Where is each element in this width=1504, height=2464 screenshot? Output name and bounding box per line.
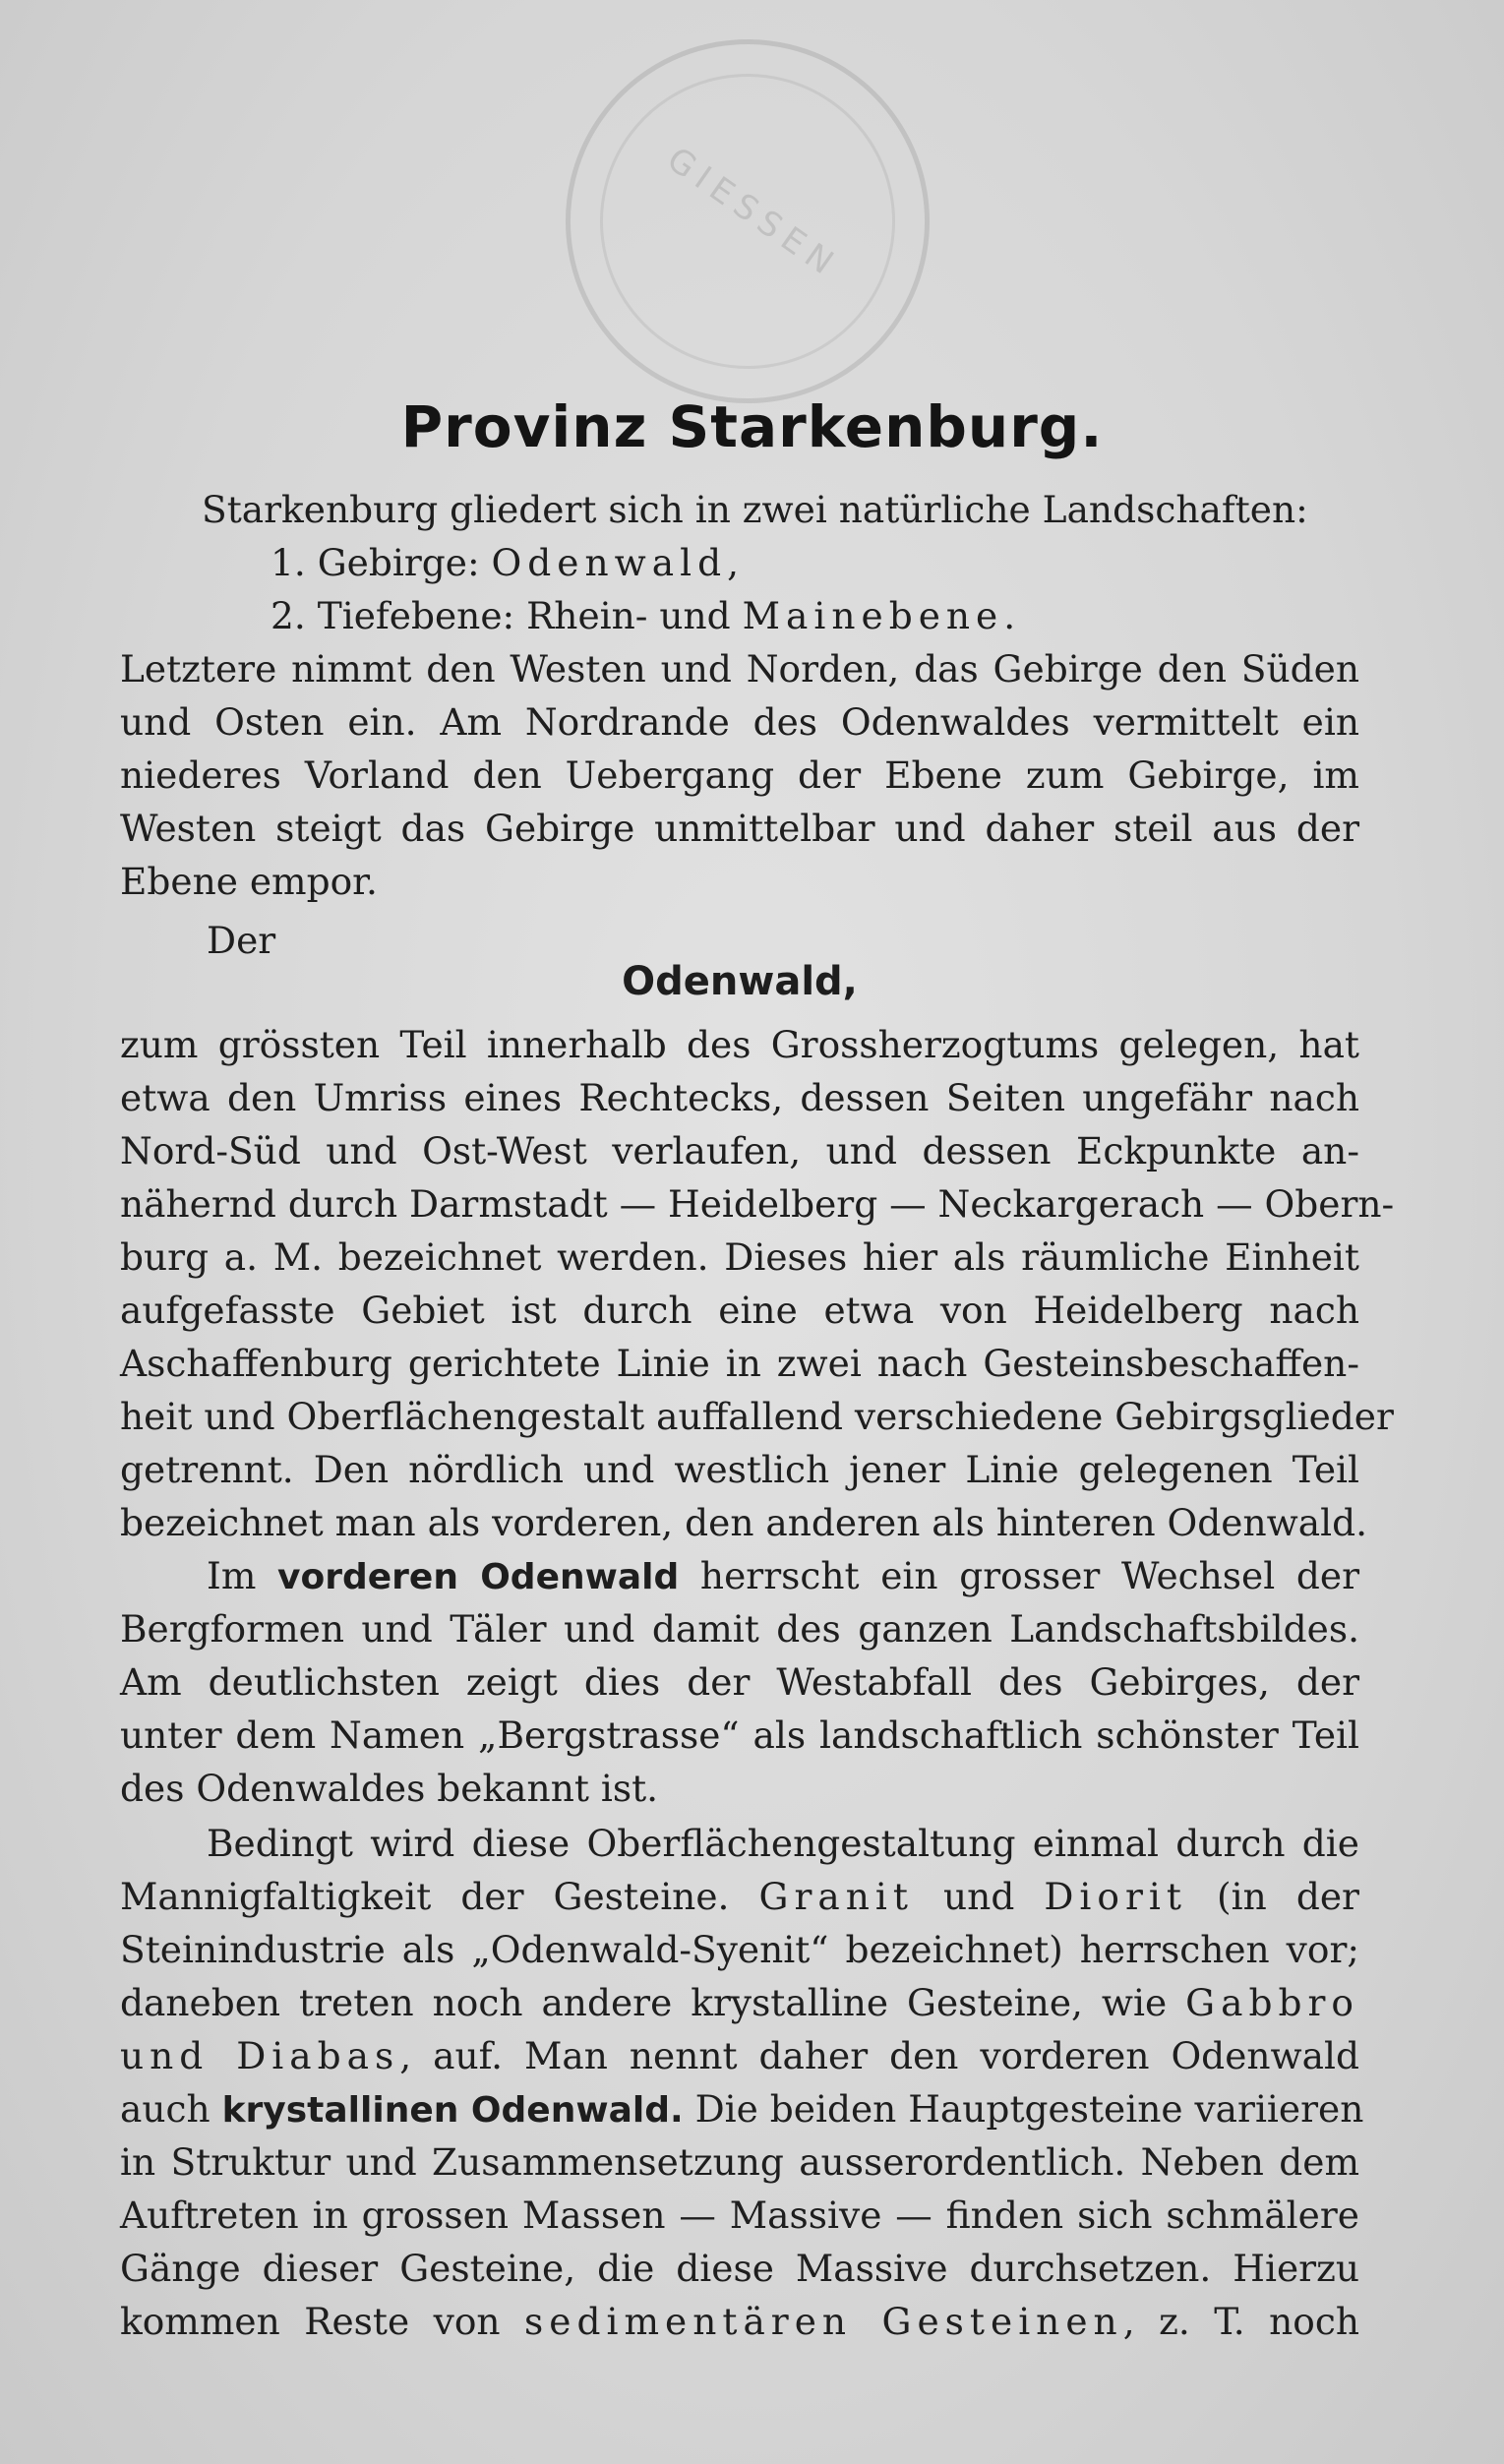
text-line (207, 1818, 1359, 1869)
text-line (271, 590, 1504, 641)
text-span: Im (207, 1554, 278, 1597)
text-span: getrennt. Den nördlich und westlich jener Linie gelegenen Teil (120, 1448, 1359, 1491)
text-line (120, 1871, 1359, 1922)
text-line (120, 1232, 1359, 1283)
text-span: Am deutlichsten zeigt dies der Westabfall des Gebirges, der (120, 1660, 1359, 1704)
text-span: Westen steigt das Gebirge unmittelbar und daher steil aus der (120, 807, 1359, 850)
text-line (120, 1656, 1359, 1708)
text-line (120, 1603, 1359, 1654)
text-line (120, 856, 1359, 907)
text-span: , z. T. noch (1122, 2300, 1359, 2343)
text-line (120, 803, 1359, 854)
text-span: Letztere nimmt den Westen und Norden, das Gebirge den Süden (120, 647, 1359, 691)
text-span: 2. Tiefebene: Rhein- und (271, 594, 743, 637)
text-line (120, 1497, 1368, 1548)
stamp-text: GIESSEN (659, 139, 847, 287)
text-span: , auf. Man nennt daher den vorderen Odenwald (399, 2034, 1359, 2077)
text-line (120, 696, 1359, 748)
text-line (207, 1550, 1359, 1601)
text-span: Der (207, 919, 276, 962)
text-span: Ebene empor. (120, 860, 378, 903)
text-span: Die beiden Hauptgesteine variieren (683, 2087, 1364, 2131)
text-span-spaced: sedimentären Gesteinen (524, 2300, 1123, 2343)
text-line (271, 537, 1504, 588)
text-span: (in der (1187, 1875, 1359, 1918)
text-line (120, 2136, 1359, 2188)
text-line (120, 1444, 1359, 1495)
text-span-spaced: Gabbro (1185, 1981, 1359, 2024)
text-span-spaced: Odenwald, (491, 541, 745, 584)
page-title: Provinz Starkenburg. (400, 393, 1104, 460)
text-span: Auftreten in grossen Massen — Massive — finden sich schmälere (120, 2194, 1359, 2237)
text-line (120, 1924, 1359, 1975)
text-span: Steinindustrie als „Odenwald-Syenit“ bezeichnet) herrschen vor; (120, 1928, 1359, 1971)
text-span: bezeichnet man als vorderen, den anderen als hinteren Odenwald. (120, 1501, 1368, 1544)
text-span-bold: krystallinen Odenwald. (221, 2090, 684, 2131)
text-span: Nord-Süd und Ost-West verlaufen, und dessen Eckpunkte an- (120, 1129, 1359, 1172)
text-span: Gänge dieser Gesteine, die diese Massive durchsetzen. Hierzu (120, 2247, 1359, 2290)
text-span: des Odenwaldes bekannt ist. (120, 1767, 659, 1810)
text-line (120, 1178, 1395, 1230)
text-span: Bedingt wird diese Oberflächengestaltung einmal durch die (207, 1822, 1359, 1865)
text-span: daneben treten noch andere krystalline Gesteine, wie (120, 1981, 1186, 2024)
text-span: niederes Vorland den Uebergang der Ebene zum Gebirge, im (120, 753, 1359, 797)
text-line (120, 643, 1359, 694)
heading-text: Odenwald, (622, 959, 858, 1004)
section-heading (120, 956, 1359, 1007)
text-line (120, 2030, 1359, 2081)
text-line (120, 1763, 1359, 1814)
text-line (120, 1125, 1359, 1176)
text-line (120, 1710, 1359, 1761)
text-span: nähernd durch Darmstadt — Heidelberg — Neckargerach — Obern- (120, 1182, 1395, 1226)
text-span: aufgefasste Gebiet ist durch eine etwa von Heidelberg nach (120, 1289, 1359, 1332)
text-span: herrscht ein grosser Wechsel der (679, 1554, 1359, 1597)
text-line (120, 1072, 1359, 1123)
text-line (120, 2243, 1359, 2294)
text-span: Starkenburg gliedert sich in zwei natürliche Landschaften: (202, 488, 1308, 531)
text-line (120, 750, 1359, 801)
text-line (202, 484, 1362, 535)
text-span: Bergformen und Täler und damit des ganzen Landschaftsbildes. (120, 1607, 1359, 1651)
text-span: in Struktur und Zusammensetzung ausserordentlich. Neben dem (120, 2140, 1359, 2184)
text-span-spaced: und Diabas (120, 2034, 400, 2077)
text-line (120, 1019, 1359, 1070)
text-span: und (913, 1875, 1045, 1918)
text-span: Aschaffenburg gerichtete Linie in zwei nach Gesteinsbeschaffen- (120, 1342, 1359, 1385)
text-span-spaced: Diorit (1044, 1875, 1187, 1918)
text-span: burg a. M. bezeichnet werden. Dieses hier als räumliche Einheit (120, 1235, 1359, 1279)
text-line (120, 2083, 1364, 2134)
text-span: heit und Oberflächengestalt auffallend verschiedene Gebirgsglieder (120, 1395, 1394, 1438)
text-line (120, 2296, 1359, 2347)
text-span: und Osten ein. Am Nordrande des Odenwaldes vermittelt ein (120, 700, 1359, 744)
text-span: kommen Reste von (120, 2300, 525, 2343)
text-line (120, 1391, 1394, 1442)
text-span: etwa den Umriss eines Rechtecks, dessen Seiten ungefähr nach (120, 1076, 1359, 1119)
text-span: unter dem Namen „Bergstrasse“ als landschaftlich schönster Teil (120, 1713, 1359, 1757)
text-line (120, 1977, 1359, 2028)
text-span: Mannigfaltigkeit der Gesteine. (120, 1875, 759, 1918)
text-line (120, 1338, 1359, 1389)
text-span: 1. Gebirge: (271, 541, 492, 584)
text-span-bold: vorderen Odenwald (277, 1557, 680, 1597)
text-line (120, 1285, 1359, 1336)
text-span-spaced: Granit (758, 1875, 914, 1918)
text-span: auch (120, 2087, 222, 2131)
text-line (120, 2190, 1359, 2241)
text-span: zum grössten Teil innerhalb des Grossherzogtums gelegen, hat (120, 1023, 1359, 1066)
text-span-spaced: Mainebene. (742, 594, 1022, 637)
